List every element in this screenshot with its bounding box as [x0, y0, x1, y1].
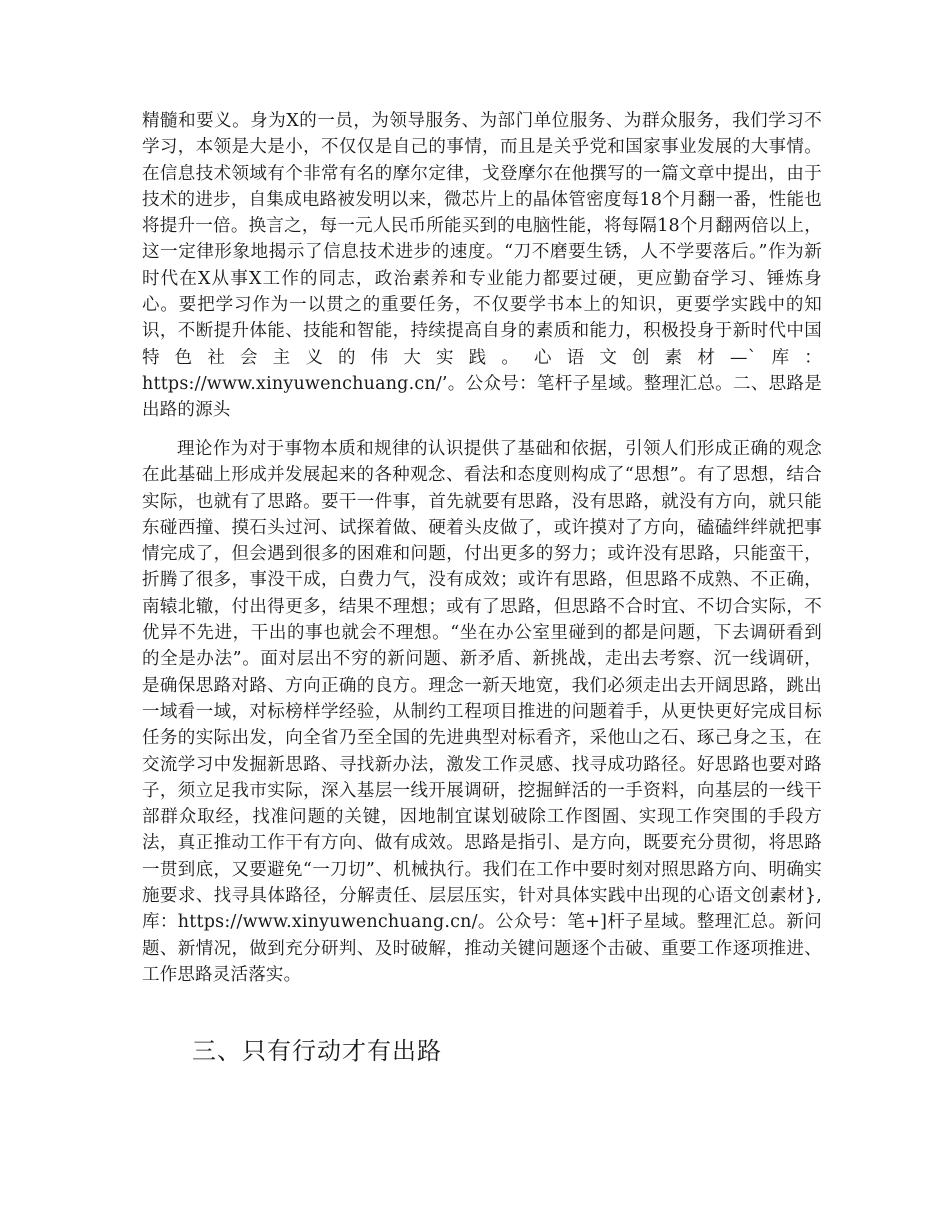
paragraph-2: 理论作为对于事物本质和规律的认识提供了基础和依据，引领人们形成正确的观念在此基础上形成并发展起来的各种观念、看法和态度则构成了“思想”。有了思想，结合实际，也就有了思路。要干一件事，首先就要有思路，没有思路，就没有方向，就只能东碰西撞、摸石头过河、试探着做、硬着头皮做了，或许摸对了方向，磕磕绊绊就把事情完成了，但会遇到很多的困难和问题，付出更多的努力；或许没有思路，只能蛮干，折腾了很多，事没干成，白费力气，没有成效；或许有思路，但思路不成熟、不正确，南辕北辙，付出得更多，结果不理想；或有了思路，但思路不合时宜、不切合实际，不优异不先进，干出的事也就会不理想。“坐在办公室里碰到的都是问题，下去调研看到的全是办法”。面对层出不穷的新问题、新矛盾、新挑战，走出去考察、沉一线调研，是确保思路对路、方向正确的良方。理念一新天地宽，我们必须走出去开阔思路，跳出一域看一域，对标榜样学经验，从制约工程项目推进的问题着手，从更快更好完成目标任务的实际出发，向全省乃至全国的先进典型对标看齐，采他山之石、琢己身之玉，在交流学习中发掘新思路、寻找新办法，激发工作灵感、找寻成功路径。好思路也要对路子，须立足我市实际，深入基层一线开展调研，挖掘鲜活的一手资料，向基层的一线干部群众取经，找准问题的关键，因地制宜谋划破除工作图圄、实现工作突围的手段方法，真正推动工作干有方向、做有成效。思路是指引、是方向，既要充分贯彻，将思路一贯到底，又要避免“一刀切”、机械执行。我们在工作中要时刻对照思路方向、明确实施要求、找寻具体路径，分解责任、层层压实，针对具体实践中出现的心语文创素材},库：https://www.xinyuwenchuang.cn/。公众号：笔+]杆子星域。整理汇总。新问题、新情况，做到充分研判、及时破解，推动关键问题逐个击破、重要工作逐项推进、工作思路灵活落实。	[142, 439, 822, 985]
section-heading-3: 三、只有行动才有出路	[192, 1037, 442, 1065]
paragraph-1: 精髓和要义。身为X的一员，为领导服务、为部门单位服务、为群众服务，我们学习不学习，本领是大是小，不仅仅是自己的事情，而且是关乎党和国家事业发展的大事情。在信息技术领域有个非常有名的摩尔定律，戈登摩尔在他撰写的一篇文章中提出，由于技术的进步，自集成电路被发明以来，微芯片上的晶体管密度每18个月翻一番，性能也将提升一倍。换言之，每一元人民币所能买到的电脑性能，将每隔18个月翻两倍以上，这一定律形象地揭示了信息技术进步的速度。“刀不磨要生锈，人不学要落后。”作为新时代在X从事X工作的同志，政治素养和专业能力都要过硬，更应勤奋学习、锤炼身心。要把学习作为一以贯之的重要任务，不仅要学书本上的知识，更要学实践中的知识，不断提升体能、技能和智能，持续提高自身的素质和能力，积极投身于新时代中国特色社会主义的伟大实践。心语文创素材—`库：https://www.xinyuwenchuang.cn/’。公众号：笔杆子星域。整理汇总。二、思路是出路的源头	[142, 111, 822, 421]
